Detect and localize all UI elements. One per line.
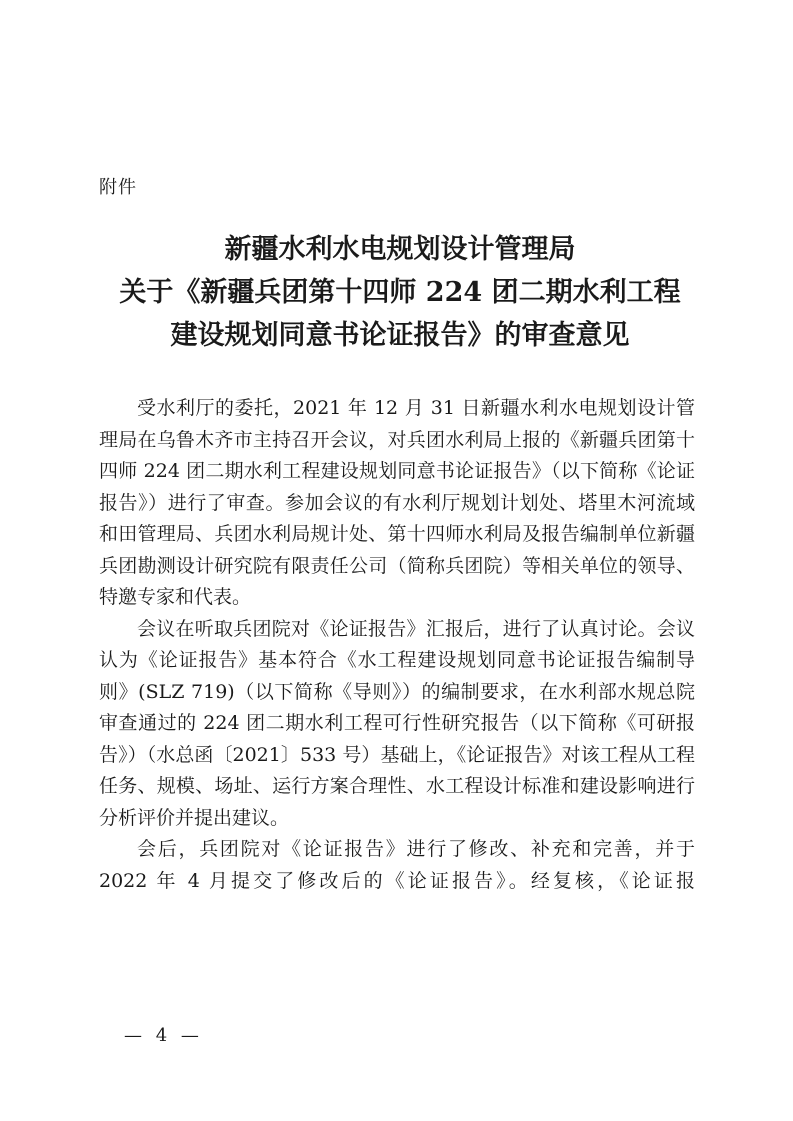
paragraph-2: 会议在听取兵团院对《论证报告》汇报后，进行了认真讨论。会议认为《论证报告》基本符合《水工程建设规划同意书论证报告编制导则》(SLZ 719)（以下简称《导则》）的编制要求，在水利部水规总院审查通过的 224 团二期水利工程可行性研究报告（以下简称《可研报告》）（水总函〔2021〕533 号）基础上，《论证报告》对该工程从工程任务、规模、场址、运行方案合理性、水工程设计标准和建设影响进行分析评价并提出建议。 — [99, 617, 695, 829]
document-body — [99, 393, 695, 897]
title-line-2: 关于《新疆兵团第十四师 224 团二期水利工程 — [119, 277, 681, 308]
paragraph-3: 会后，兵团院对《论证报告》进行了修改、补充和完善，并于 2022 年 4 月提交了修改后的《论证报告》。经复核，《论证报 — [99, 838, 695, 892]
title-line-3: 建设规划同意书论证报告》的审查意见 — [170, 320, 630, 351]
document-title — [80, 228, 720, 357]
attachment-label: 附件 — [99, 177, 137, 198]
paragraph-1: 受水利厅的委托，2021 年 12 月 31 日新疆水利水电规划设计管理局在乌鲁木齐市主持召开会议，对兵团水利局上报的《新疆兵团第十四师 224 团二期水利工程建设规划同意书论证报告》（以下简称《论证报告》）进行了审查。参加会议的有水利厅规划计划处、塔里木河流域和田管理局、兵团水利局规计处、第十四师水利局及报告编制单位新疆兵团勘测设计研究院有限责任公司（简称兵团院）等相关单位的领导、特邀专家和代表。 — [99, 397, 695, 608]
title-line-1: 新疆水利水电规划设计管理局 — [224, 234, 576, 265]
page-number: — 4 — — [124, 1025, 203, 1046]
